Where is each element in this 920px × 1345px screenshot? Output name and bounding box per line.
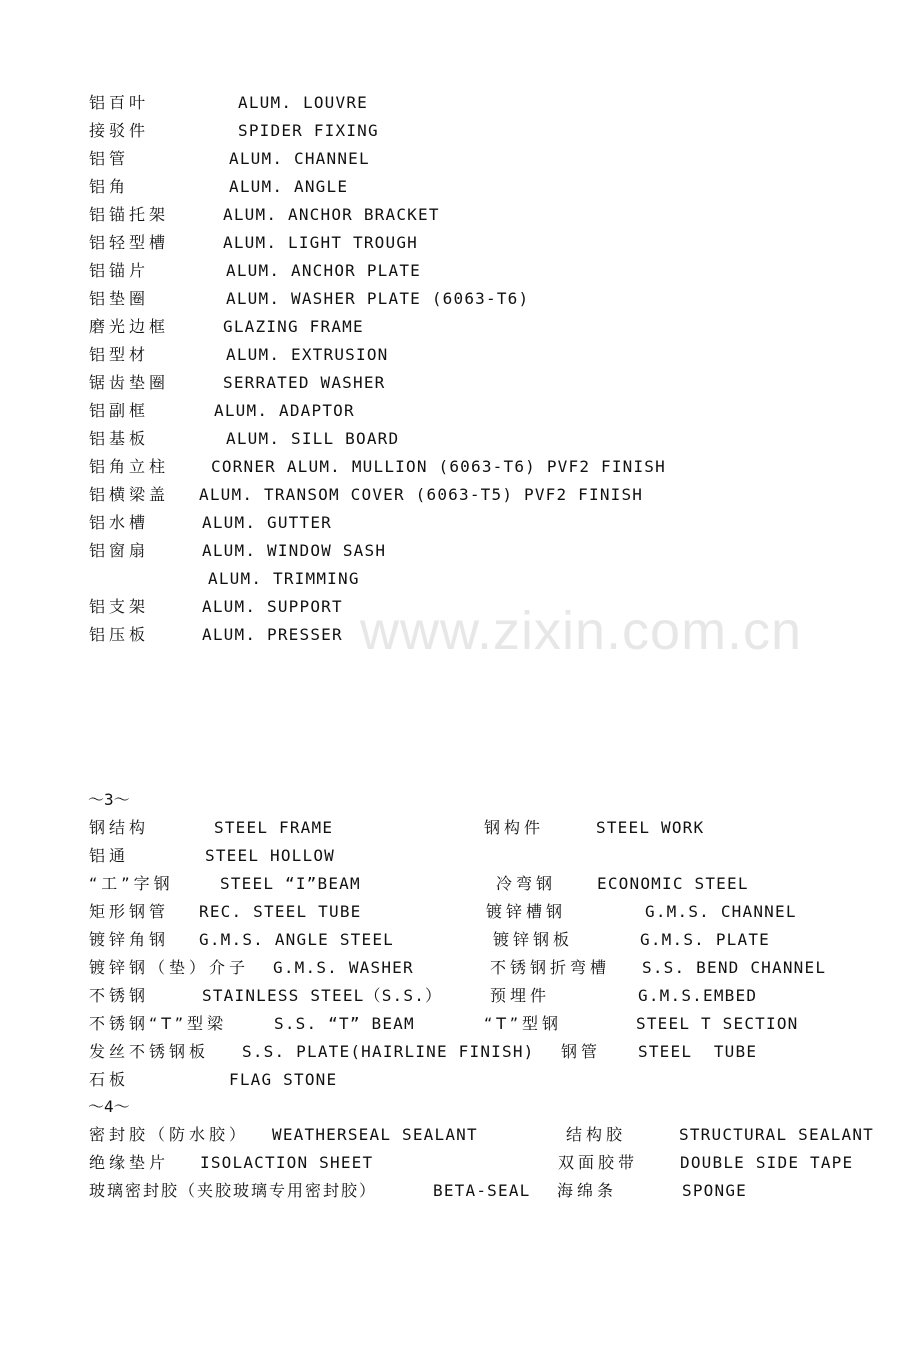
glossary-row: [0, 201, 920, 229]
term-english: SPONGE: [682, 1181, 747, 1200]
section-marker-row: [0, 1093, 920, 1121]
term-english: STAINLESS STEEL（S.S.）: [202, 986, 443, 1005]
term-chinese: 铝窗扇: [89, 541, 150, 560]
term-english: S.S. PLATE(HAIRLINE FINISH): [242, 1042, 535, 1061]
term-english: CORNER ALUM. MULLION (6063-T6) PVF2 FINISH: [211, 457, 666, 476]
glossary-row: [0, 1066, 920, 1094]
term-english: ALUM. LIGHT TROUGH: [223, 233, 418, 252]
term-english: ECONOMIC STEEL: [597, 874, 749, 893]
term-english: WEATHERSEAL SEALANT: [272, 1125, 478, 1144]
glossary-row: [0, 313, 920, 341]
term-english: ALUM. LOUVRE: [238, 93, 368, 112]
term-chinese: 铝锚托架: [89, 205, 170, 224]
term-english: ALUM. ANGLE: [229, 177, 349, 196]
term-english: ALUM. GUTTER: [202, 513, 332, 532]
term-english: SPIDER FIXING: [238, 121, 379, 140]
term-chinese: “工”字钢: [89, 874, 174, 893]
glossary-row: [0, 898, 920, 926]
glossary-row: [0, 1149, 920, 1177]
term-chinese: “T”型钢: [484, 1014, 563, 1033]
glossary-row: [0, 814, 920, 842]
glossary-row: [0, 257, 920, 285]
term-english: ISOLACTION SHEET: [200, 1153, 374, 1172]
term-english: GLAZING FRAME: [223, 317, 364, 336]
term-chinese: 铝管: [89, 149, 130, 168]
term-english: ALUM. WINDOW SASH: [202, 541, 387, 560]
term-chinese: 矩形钢管: [89, 902, 170, 921]
term-english: BETA-SEAL: [433, 1181, 531, 1200]
term-english: ALUM. EXTRUSION: [226, 345, 389, 364]
glossary-row: [0, 229, 920, 257]
term-chinese: 绝缘垫片: [89, 1153, 170, 1172]
term-chinese: 钢结构: [89, 818, 150, 837]
term-chinese: 铝轻型槽: [89, 233, 170, 252]
term-chinese: 不锈钢折弯槽: [490, 958, 611, 977]
glossary-row: [0, 593, 920, 621]
term-english: ALUM. ANCHOR PLATE: [226, 261, 421, 280]
term-chinese: 铝横梁盖: [89, 485, 170, 504]
glossary-row: [0, 842, 920, 870]
term-english: ALUM. CHANNEL: [229, 149, 370, 168]
term-chinese: 结构胶: [566, 1125, 627, 1144]
glossary-row: [0, 453, 920, 481]
term-chinese: 铝通: [89, 846, 130, 865]
term-english: SERRATED WASHER: [223, 373, 386, 392]
term-chinese: 预埋件: [490, 986, 551, 1005]
term-english: S.S. BEND CHANNEL: [642, 958, 827, 977]
term-chinese: 不锈钢: [89, 986, 150, 1005]
term-english: ALUM. TRIMMING: [208, 569, 360, 588]
term-chinese: 铝支架: [89, 597, 150, 616]
term-chinese: 铝角立柱: [89, 457, 170, 476]
term-chinese: 不锈钢“T”型梁: [89, 1014, 228, 1033]
glossary-row: [0, 1177, 920, 1205]
term-chinese: 铝角: [89, 177, 130, 196]
term-chinese: 磨光边框: [89, 317, 170, 336]
term-english: DOUBLE SIDE TAPE: [680, 1153, 854, 1172]
glossary-row: [0, 341, 920, 369]
glossary-row: [0, 173, 920, 201]
term-english: G.M.S. PLATE: [640, 930, 770, 949]
term-english: STEEL WORK: [596, 818, 705, 837]
term-chinese: 铝水槽: [89, 513, 150, 532]
glossary-row: [0, 870, 920, 898]
term-chinese: 双面胶带: [558, 1153, 639, 1172]
term-chinese: 铝压板: [89, 625, 150, 644]
term-english: G.M.S. WASHER: [273, 958, 414, 977]
term-chinese: 玻璃密封胶（夹胶玻璃专用密封胶）: [89, 1181, 378, 1200]
section-marker: ～3～: [88, 790, 130, 809]
glossary-row: [0, 481, 920, 509]
term-english: FLAG STONE: [229, 1070, 338, 1089]
term-english: STEEL FRAME: [214, 818, 334, 837]
term-chinese: 海绵条: [557, 1181, 618, 1200]
term-chinese: 钢构件: [484, 818, 545, 837]
term-english: REC. STEEL TUBE: [199, 902, 362, 921]
term-chinese: 铝基板: [89, 429, 150, 448]
glossary-row: [0, 89, 920, 117]
section-marker-row: [0, 786, 920, 814]
term-english: STRUCTURAL SEALANT: [679, 1125, 874, 1144]
watermark: www.zixin.com.cn: [360, 601, 803, 661]
term-chinese: 冷弯钢: [496, 874, 557, 893]
glossary-row: [0, 1038, 920, 1066]
term-english: G.M.S. ANGLE STEEL: [199, 930, 394, 949]
glossary-row: [0, 285, 920, 313]
term-chinese: 铝百叶: [89, 93, 150, 112]
term-english: ALUM. SUPPORT: [202, 597, 343, 616]
term-chinese: 铝型材: [89, 345, 150, 364]
term-chinese: 接驳件: [89, 121, 150, 140]
term-english: G.M.S. CHANNEL: [645, 902, 797, 921]
term-english: ALUM. SILL BOARD: [226, 429, 400, 448]
term-chinese: 铝副框: [89, 401, 150, 420]
glossary-row: [0, 982, 920, 1010]
term-chinese: 锯齿垫圈: [89, 373, 170, 392]
section-marker: ～4～: [88, 1097, 130, 1116]
term-chinese: 镀锌角钢: [89, 930, 170, 949]
glossary-row: [0, 1010, 920, 1038]
glossary-row: [0, 509, 920, 537]
glossary-row: [0, 565, 920, 593]
glossary-row: [0, 926, 920, 954]
term-english: ALUM. ANCHOR BRACKET: [223, 205, 440, 224]
term-chinese: 发丝不锈钢板: [89, 1042, 210, 1061]
glossary-row: [0, 537, 920, 565]
glossary-row: [0, 117, 920, 145]
glossary-row: [0, 621, 920, 649]
glossary-row: [0, 954, 920, 982]
term-chinese: 钢管: [561, 1042, 602, 1061]
glossary-row: [0, 145, 920, 173]
term-english: ALUM. WASHER PLATE (6063-T6): [226, 289, 530, 308]
term-chinese: 密封胶（防水胶）: [89, 1125, 250, 1144]
term-chinese: 铝锚片: [89, 261, 150, 280]
term-english: STEEL TUBE: [638, 1042, 758, 1061]
glossary-row: [0, 397, 920, 425]
term-english: STEEL T SECTION: [636, 1014, 799, 1033]
term-english: STEEL “I”BEAM: [220, 874, 361, 893]
term-english: ALUM. PRESSER: [202, 625, 343, 644]
term-english: ALUM. ADAPTOR: [214, 401, 355, 420]
glossary-row: [0, 425, 920, 453]
term-chinese: 镀锌钢板: [493, 930, 574, 949]
term-chinese: 镀锌槽钢: [486, 902, 567, 921]
term-english: STEEL HOLLOW: [205, 846, 335, 865]
term-english: S.S. “T” BEAM: [274, 1014, 415, 1033]
term-chinese: 石板: [89, 1070, 130, 1089]
glossary-row: [0, 1121, 920, 1149]
term-english: ALUM. TRANSOM COVER (6063-T5) PVF2 FINISH: [199, 485, 644, 504]
glossary-row: [0, 369, 920, 397]
term-english: G.M.S.EMBED: [638, 986, 758, 1005]
term-chinese: 镀锌钢（垫）介子: [89, 958, 250, 977]
term-chinese: 铝垫圈: [89, 289, 150, 308]
